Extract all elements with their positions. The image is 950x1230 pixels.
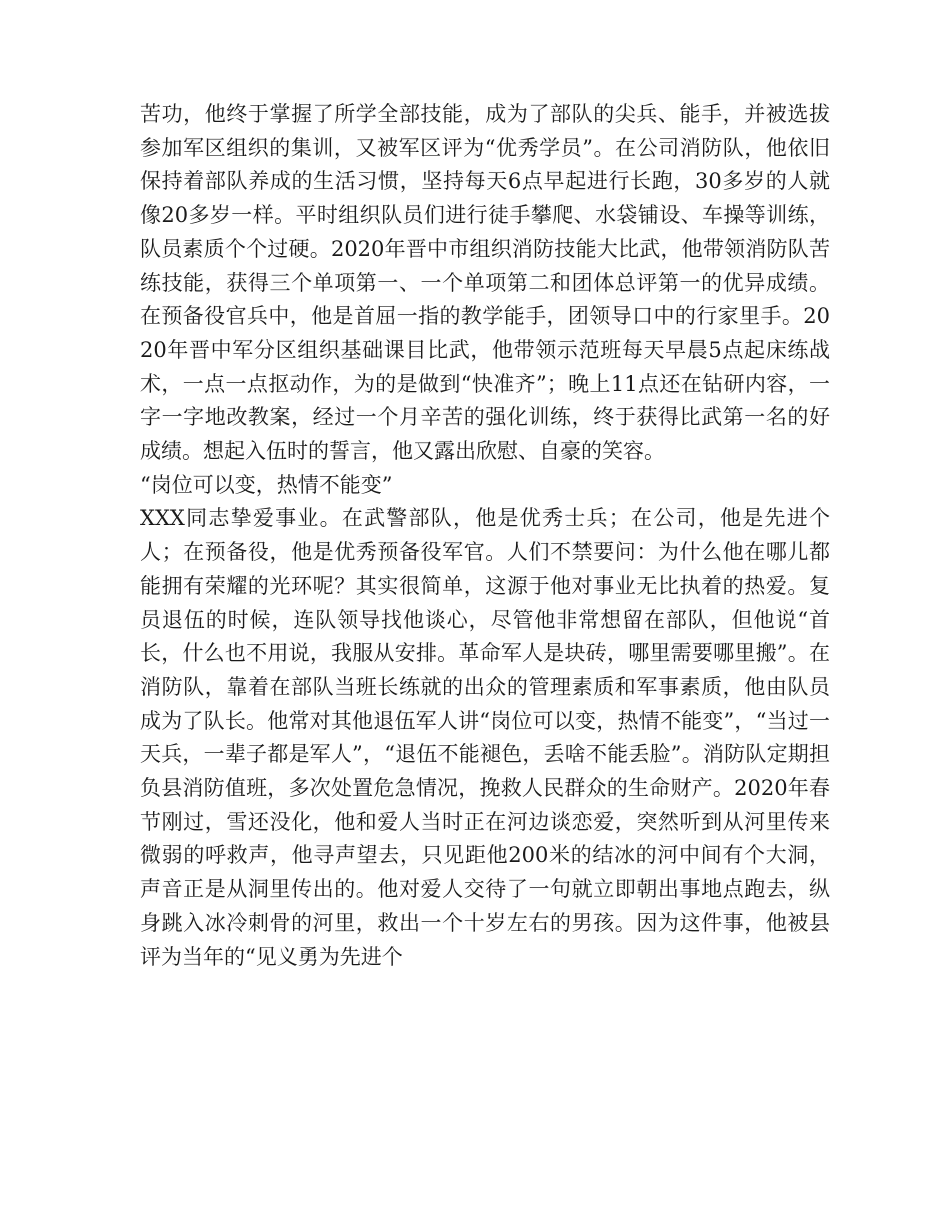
body-paragraph-2: XXX同志挚爱事业。在武警部队，他是优秀士兵；在公司，他是先进个人；在预备役，他是优秀预备役军官。人们不禁要问：为什么他在哪儿都能拥有荣耀的光环呢？其实很简单，这源于他对事业无比执着的热爱。复员退伍的时候，连队领导找他谈心，尽管他非常想留在部队，但他说“首长，什么也不用说，我服从安排。革命军人是块砖，哪里需要哪里搬”。在消防队，靠着在部队当班长练就的出众的管理素质和军事素质，他由队员成为了队长。他常对其他退伍军人讲“岗位可以变，热情不能变”，“当过一天兵，一辈子都是军人”，“退伍不能褪色，丢啥不能丢脸”。消防队定期担负县消防值班，多次处置危急情况，挽救人民群众的生命财产。2020年春节刚过，雪还没化，他和爱人当时正在河边谈恋爱，突然听到从河里传来微弱的呼救声，他寻声望去，只见距他200米的结冰的河中间有个大洞，声音正是从洞里传出的。他对爱人交待了一句就立即朝出事地点跑去，纵身跳入冰冷刺骨的河里，救出一个十岁左右的男孩。因为这件事，他被县评为当年的“见义勇为先进个 — [140, 506, 830, 969]
document-page — [140, 98, 830, 974]
body-paragraph-1: 苦功，他终于掌握了所学全部技能，成为了部队的尖兵、能手，并被选拔参加军区组织的集训，又被军区评为“优秀学员”。在公司消防队，他依旧保持着部队养成的生活习惯，坚持每天6点早起进行长跑，30多岁的人就像20多岁一样。平时组织队员们进行徒手攀爬、水袋铺设、车操等训练，队员素质个个过硬。2020年晋中市组织消防技能大比武，他带领消防队苦练技能，获得三个单项第一、一个单项第二和团体总评第一的优异成绩。在预备役官兵中，他是首屈一指的教学能手，团领导口中的行家里手。2020年晋中军分区组织基础课目比武，他带领示范班每天早晨5点起床练战术，一点一点抠动作，为的是做到“快准齐”；晚上11点还在钻研内容，一字一字地改教案，经过一个月辛苦的强化训练，终于获得比武第一名的好成绩。想起入伍时的誓言，他又露出欣慰、自豪的笑容。 — [140, 102, 830, 464]
section-heading: “岗位可以变，热情不能变” — [140, 472, 393, 497]
